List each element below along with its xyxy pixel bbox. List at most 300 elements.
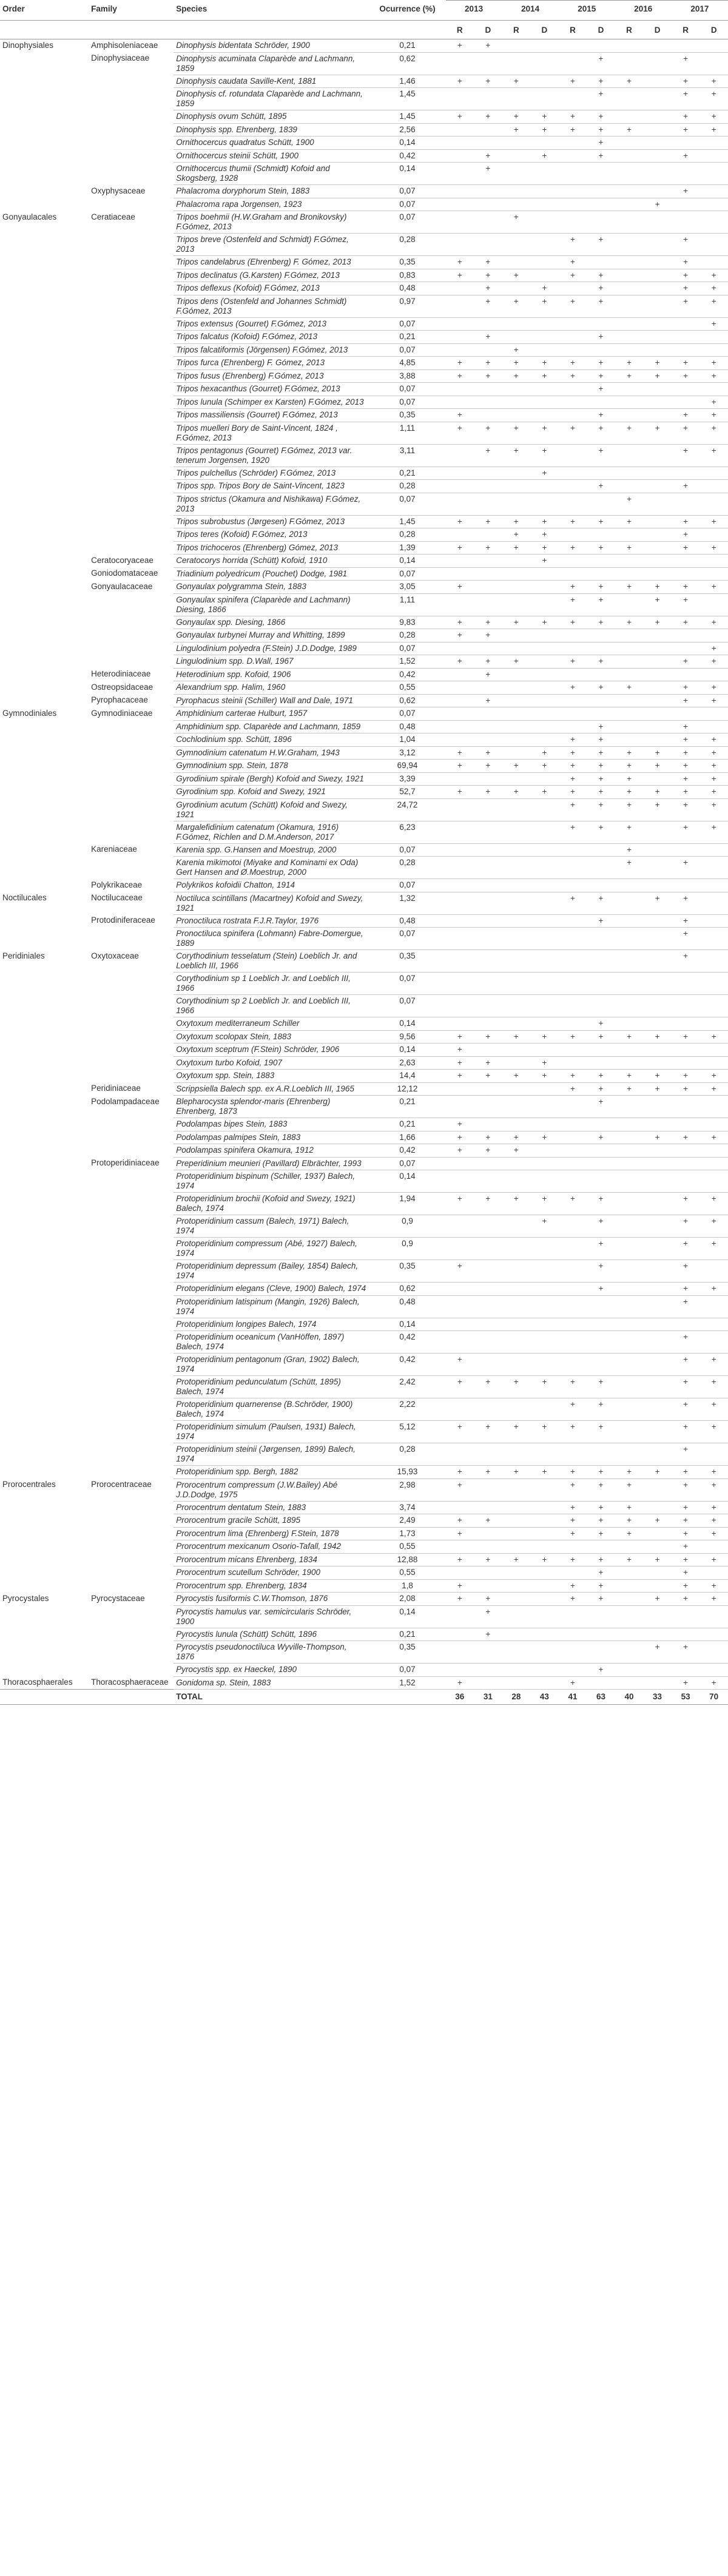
- presence-mark: [615, 1056, 644, 1070]
- table-row: [0, 593, 728, 616]
- presence-mark: [699, 1605, 728, 1628]
- presence-mark: [615, 1641, 644, 1664]
- occurrence-cell: 0,14: [369, 1044, 445, 1057]
- presence-mark: +: [643, 616, 672, 629]
- table-row: [0, 317, 728, 331]
- presence-mark: +: [587, 746, 615, 760]
- table-row: [0, 733, 728, 747]
- presence-mark: +: [643, 1082, 672, 1096]
- presence-mark: [559, 720, 587, 733]
- presence-mark: [559, 39, 587, 53]
- presence-mark: [446, 1641, 474, 1664]
- presence-mark: +: [672, 1579, 700, 1593]
- presence-mark: +: [474, 1193, 502, 1215]
- presence-mark: +: [474, 1056, 502, 1070]
- presence-mark: [643, 1318, 672, 1331]
- presence-mark: +: [502, 1030, 531, 1044]
- presence-mark: +: [672, 269, 700, 282]
- order-cell: [0, 821, 89, 843]
- presence-mark: [615, 1238, 644, 1260]
- presence-mark: [587, 1170, 615, 1193]
- presence-mark: +: [474, 256, 502, 269]
- table-row: [0, 1118, 728, 1131]
- presence-mark: [672, 1157, 700, 1170]
- total-label: TOTAL: [174, 1690, 369, 1705]
- presence-mark: [643, 668, 672, 681]
- family-cell: [89, 383, 174, 396]
- presence-mark: [615, 642, 644, 655]
- presence-mark: +: [446, 1030, 474, 1044]
- occurrence-cell: 0,07: [369, 879, 445, 892]
- species-cell: Tripos declinatus (G.Karsten) F.Gómez, 2013: [174, 269, 369, 282]
- occurrence-cell: 9,83: [369, 616, 445, 629]
- presence-mark: +: [530, 149, 559, 163]
- family-cell: [89, 137, 174, 150]
- total-value: 63: [587, 1690, 615, 1705]
- family-cell: [89, 995, 174, 1017]
- occurrence-cell: 3,88: [369, 369, 445, 383]
- order-cell: [0, 528, 89, 542]
- presence-mark: [502, 843, 531, 857]
- occurrence-cell: 2,08: [369, 1593, 445, 1606]
- species-cell: Protoperidinium cassum (Balech, 1971) Balech, 1974: [174, 1215, 369, 1238]
- species-cell: Prorocentrum spp. Ehrenberg, 1834: [174, 1579, 369, 1593]
- presence-mark: [559, 1017, 587, 1031]
- presence-mark: [530, 1664, 559, 1677]
- presence-mark: [643, 973, 672, 995]
- presence-mark: +: [587, 331, 615, 344]
- presence-mark: +: [530, 515, 559, 528]
- table-row: [0, 1354, 728, 1376]
- order-cell: [0, 198, 89, 211]
- presence-mark: [699, 1664, 728, 1677]
- presence-mark: [474, 480, 502, 493]
- presence-mark: [502, 668, 531, 681]
- presence-mark: +: [587, 593, 615, 616]
- presence-mark: +: [502, 269, 531, 282]
- presence-mark: +: [615, 515, 644, 528]
- species-header: Species: [174, 1, 369, 21]
- family-cell: [89, 444, 174, 467]
- presence-mark: +: [699, 269, 728, 282]
- presence-mark: [587, 567, 615, 581]
- presence-mark: +: [643, 760, 672, 773]
- presence-mark: [446, 973, 474, 995]
- presence-mark: +: [474, 282, 502, 295]
- presence-mark: +: [446, 1044, 474, 1057]
- species-cell: Tripos hexacanthus (Gourret) F.Gómez, 2013: [174, 383, 369, 396]
- presence-mark: [502, 772, 531, 786]
- occurrence-cell: 0,07: [369, 642, 445, 655]
- species-cell: Margalefidinium catenatum (Okamura, 1916) F.Gómez, Richlen and D.M.Anderson, 2017: [174, 821, 369, 843]
- presence-mark: [672, 317, 700, 331]
- presence-mark: [502, 1566, 531, 1580]
- presence-mark: [615, 1443, 644, 1466]
- presence-mark: [530, 914, 559, 928]
- presence-mark: [474, 1331, 502, 1354]
- presence-mark: +: [559, 1082, 587, 1096]
- occurrence-cell: 0,21: [369, 1096, 445, 1118]
- family-cell: [89, 1144, 174, 1158]
- presence-mark: +: [672, 1030, 700, 1044]
- presence-mark: [530, 1398, 559, 1421]
- order-cell: [0, 1070, 89, 1083]
- presence-mark: +: [615, 1466, 644, 1479]
- table-row: [0, 422, 728, 444]
- presence-mark: +: [643, 1641, 672, 1664]
- presence-mark: [530, 668, 559, 681]
- presence-mark: [615, 928, 644, 950]
- order-cell: [0, 1566, 89, 1580]
- occurrence-cell: 2,49: [369, 1514, 445, 1528]
- presence-mark: [643, 772, 672, 786]
- presence-mark: [530, 821, 559, 843]
- order-cell: [0, 720, 89, 733]
- presence-mark: [559, 1295, 587, 1318]
- family-cell: Prorocentraceae: [91, 1480, 152, 1489]
- presence-mark: +: [587, 616, 615, 629]
- presence-mark: [699, 720, 728, 733]
- presence-mark: [643, 396, 672, 409]
- presence-mark: +: [474, 541, 502, 555]
- presence-mark: [530, 480, 559, 493]
- order-cell: [0, 616, 89, 629]
- presence-mark: [474, 1540, 502, 1554]
- family-cell: [89, 760, 174, 773]
- presence-mark: [643, 256, 672, 269]
- presence-mark: +: [587, 1238, 615, 1260]
- order-cell: [0, 555, 89, 568]
- presence-mark: [615, 528, 644, 542]
- presence-mark: [559, 493, 587, 515]
- table-row: [0, 123, 728, 137]
- family-cell: [89, 234, 174, 256]
- presence-mark: [643, 681, 672, 695]
- table-row: [0, 1641, 728, 1664]
- species-cell: Tripos breve (Ostenfeld and Schmidt) F.Gómez, 2013: [174, 234, 369, 256]
- family-cell: [89, 528, 174, 542]
- species-cell: Gonyaulax turbynei Murray and Whitting, 1899: [174, 629, 369, 642]
- table-row: [0, 383, 728, 396]
- table-row: [0, 137, 728, 150]
- presence-mark: [446, 914, 474, 928]
- presence-mark: +: [559, 1466, 587, 1479]
- presence-mark: +: [474, 1030, 502, 1044]
- presence-mark: [699, 879, 728, 892]
- presence-mark: +: [587, 1466, 615, 1479]
- species-cell: Gyrodinium spp. Kofoid and Swezy, 1921: [174, 786, 369, 799]
- family-cell: [89, 493, 174, 515]
- presence-mark: [502, 707, 531, 721]
- presence-mark: +: [615, 1527, 644, 1540]
- presence-mark: [587, 629, 615, 642]
- presence-mark: +: [672, 857, 700, 879]
- presence-mark: +: [587, 786, 615, 799]
- presence-mark: +: [672, 1479, 700, 1501]
- family-cell: [89, 1527, 174, 1540]
- species-cell: Tripos pentagonus (Gourret) F.Gómez, 2013 var. tenerum Jorgensen, 1920: [174, 444, 369, 467]
- presence-mark: +: [530, 1131, 559, 1144]
- presence-mark: [446, 733, 474, 747]
- occurrence-cell: 0,07: [369, 396, 445, 409]
- occurrence-cell: 0,07: [369, 843, 445, 857]
- occurrence-cell: 1,66: [369, 1131, 445, 1144]
- presence-mark: [474, 914, 502, 928]
- occurrence-cell: 0,14: [369, 1017, 445, 1031]
- occurrence-cell: 4,85: [369, 357, 445, 370]
- presence-mark: +: [699, 357, 728, 370]
- presence-mark: +: [502, 1376, 531, 1398]
- presence-mark: [502, 198, 531, 211]
- occurrence-cell: 0,28: [369, 1443, 445, 1466]
- presence-mark: [446, 995, 474, 1017]
- table-row: [0, 629, 728, 642]
- occurrence-cell: 0,48: [369, 1295, 445, 1318]
- occurrence-cell: 24,72: [369, 798, 445, 821]
- presence-mark: +: [474, 149, 502, 163]
- family-cell: [89, 1514, 174, 1528]
- occurrence-cell: 0,07: [369, 973, 445, 995]
- family-cell: Goniodomataceae: [91, 568, 158, 578]
- presence-mark: +: [474, 295, 502, 317]
- occurrence-cell: 1,8: [369, 1579, 445, 1593]
- presence-mark: [672, 879, 700, 892]
- table-row: [0, 282, 728, 295]
- presence-mark: +: [615, 857, 644, 879]
- presence-mark: [446, 1215, 474, 1238]
- presence-mark: [530, 52, 559, 75]
- presence-mark: [643, 1295, 672, 1318]
- species-cell: Protoperidinium compressum (Abé, 1927) Balech, 1974: [174, 1238, 369, 1260]
- presence-mark: +: [446, 1553, 474, 1566]
- occurrence-cell: 3,05: [369, 581, 445, 594]
- presence-mark: +: [446, 1479, 474, 1501]
- presence-mark: [446, 950, 474, 973]
- presence-mark: [559, 1170, 587, 1193]
- presence-mark: +: [699, 1131, 728, 1144]
- presence-mark: [446, 493, 474, 515]
- presence-mark: +: [446, 1193, 474, 1215]
- order-cell: [0, 383, 89, 396]
- family-cell: Heterodiniaceae: [91, 669, 151, 678]
- presence-mark: +: [672, 1283, 700, 1296]
- table-row: [0, 1421, 728, 1443]
- presence-mark: [559, 1628, 587, 1641]
- presence-mark: [474, 995, 502, 1017]
- presence-mark: [643, 694, 672, 707]
- presence-mark: [643, 1398, 672, 1421]
- presence-mark: [530, 1605, 559, 1628]
- occurrence-cell: 0,28: [369, 234, 445, 256]
- family-cell: [89, 1030, 174, 1044]
- presence-mark: [502, 1443, 531, 1466]
- presence-mark: +: [699, 1553, 728, 1566]
- presence-mark: +: [615, 786, 644, 799]
- presence-mark: +: [502, 369, 531, 383]
- presence-mark: [474, 1170, 502, 1193]
- presence-mark: +: [474, 110, 502, 124]
- presence-mark: +: [699, 821, 728, 843]
- presence-mark: [643, 1144, 672, 1158]
- occurrence-cell: 0,21: [369, 331, 445, 344]
- species-cell: Protoperidinium pedunculatum (Schütt, 1895) Balech, 1974: [174, 1376, 369, 1398]
- presence-mark: [615, 1398, 644, 1421]
- presence-mark: [672, 396, 700, 409]
- presence-mark: [672, 995, 700, 1017]
- presence-mark: [474, 123, 502, 137]
- presence-mark: [446, 1566, 474, 1580]
- species-cell: Tripos falcatus (Kofoid) F.Gómez, 2013: [174, 331, 369, 344]
- order-cell: [0, 733, 89, 747]
- presence-mark: [502, 1283, 531, 1296]
- presence-mark: [502, 88, 531, 110]
- presence-mark: [530, 343, 559, 357]
- species-cell: Ornithocercus quadratus Schütt, 1900: [174, 137, 369, 150]
- presence-mark: [587, 694, 615, 707]
- presence-mark: +: [699, 1501, 728, 1514]
- presence-mark: [530, 973, 559, 995]
- presence-mark: +: [530, 541, 559, 555]
- presence-mark: [559, 1238, 587, 1260]
- presence-mark: [643, 1676, 672, 1690]
- presence-mark: +: [530, 422, 559, 444]
- presence-mark: [502, 480, 531, 493]
- presence-mark: +: [474, 331, 502, 344]
- table-row: [0, 1070, 728, 1083]
- presence-mark: +: [502, 1070, 531, 1083]
- presence-mark: +: [699, 1527, 728, 1540]
- presence-mark: +: [587, 234, 615, 256]
- presence-mark: [446, 331, 474, 344]
- presence-mark: +: [672, 1641, 700, 1664]
- family-cell: [89, 1131, 174, 1144]
- presence-mark: [643, 879, 672, 892]
- presence-mark: +: [672, 593, 700, 616]
- presence-mark: [643, 282, 672, 295]
- presence-mark: [502, 1118, 531, 1131]
- species-cell: Corythodinium tesselatum (Stein) Loeblich Jr. and Loeblich III, 1966: [174, 950, 369, 973]
- presence-mark: +: [699, 295, 728, 317]
- presence-mark: +: [672, 282, 700, 295]
- header-row: [0, 1, 728, 21]
- presence-mark: [615, 467, 644, 480]
- presence-mark: [446, 528, 474, 542]
- presence-mark: [587, 1056, 615, 1070]
- presence-mark: [502, 821, 531, 843]
- presence-mark: [446, 1605, 474, 1628]
- species-cell: Protoperidinium brochii (Kofoid and Swezy, 1921) Balech, 1974: [174, 1193, 369, 1215]
- occurrence-cell: 2,42: [369, 1376, 445, 1398]
- presence-mark: [559, 950, 587, 973]
- order-cell: [0, 422, 89, 444]
- presence-mark: [559, 467, 587, 480]
- presence-mark: [530, 879, 559, 892]
- presence-mark: [699, 1144, 728, 1158]
- presence-mark: +: [559, 269, 587, 282]
- presence-mark: +: [587, 733, 615, 747]
- table-row: [0, 1017, 728, 1031]
- presence-mark: +: [474, 163, 502, 185]
- family-cell: Thoracosphaeraceae: [91, 1677, 169, 1687]
- presence-mark: [446, 88, 474, 110]
- presence-mark: +: [672, 1553, 700, 1566]
- presence-mark: [615, 567, 644, 581]
- presence-mark: [559, 317, 587, 331]
- table-row: [0, 1082, 728, 1096]
- presence-mark: [530, 88, 559, 110]
- presence-mark: [502, 950, 531, 973]
- presence-mark: +: [474, 515, 502, 528]
- presence-mark: +: [699, 396, 728, 409]
- presence-mark: [446, 123, 474, 137]
- presence-mark: [643, 567, 672, 581]
- presence-mark: [672, 555, 700, 568]
- presence-mark: [502, 857, 531, 879]
- presence-mark: [502, 467, 531, 480]
- presence-mark: [530, 1283, 559, 1296]
- presence-mark: [559, 928, 587, 950]
- presence-mark: [615, 88, 644, 110]
- presence-mark: +: [587, 269, 615, 282]
- presence-mark: [446, 1238, 474, 1260]
- presence-mark: +: [446, 1376, 474, 1398]
- presence-mark: +: [643, 422, 672, 444]
- presence-mark: [699, 1540, 728, 1554]
- presence-mark: +: [699, 1466, 728, 1479]
- table-row: [0, 746, 728, 760]
- presence-mark: +: [587, 357, 615, 370]
- occurrence-cell: 0,42: [369, 1144, 445, 1158]
- presence-mark: [559, 914, 587, 928]
- occurrence-cell: 3,74: [369, 1501, 445, 1514]
- presence-mark: [699, 1096, 728, 1118]
- family-cell: [89, 1295, 174, 1318]
- presence-mark: [643, 1260, 672, 1283]
- presence-mark: +: [672, 616, 700, 629]
- presence-mark: +: [615, 1082, 644, 1096]
- presence-mark: +: [587, 515, 615, 528]
- order-cell: [0, 1260, 89, 1283]
- presence-mark: [615, 269, 644, 282]
- presence-mark: +: [699, 1238, 728, 1260]
- presence-mark: +: [587, 914, 615, 928]
- presence-mark: [615, 282, 644, 295]
- family-cell: [89, 343, 174, 357]
- presence-mark: +: [502, 528, 531, 542]
- family-cell: [89, 1641, 174, 1664]
- presence-mark: [530, 892, 559, 914]
- species-cell: Protoperidinium pentagonum (Gran, 1902) Balech, 1974: [174, 1354, 369, 1376]
- species-cell: Oxytoxum sceptrum (F.Stein) Schröder, 1906: [174, 1044, 369, 1057]
- presence-mark: +: [502, 110, 531, 124]
- presence-mark: [530, 75, 559, 88]
- presence-mark: [530, 1676, 559, 1690]
- presence-mark: [502, 1354, 531, 1376]
- order-cell: [0, 1157, 89, 1170]
- species-cell: Tripos falcatiformis (Jörgensen) F.Gómez, 2013: [174, 343, 369, 357]
- family-cell: [89, 88, 174, 110]
- order-cell: [0, 234, 89, 256]
- occurrence-cell: 3,12: [369, 746, 445, 760]
- presence-mark: [672, 331, 700, 344]
- species-cell: Oxytoxum turbo Kofoid, 1907: [174, 1056, 369, 1070]
- presence-mark: [474, 733, 502, 747]
- presence-mark: [530, 950, 559, 973]
- presence-mark: [615, 1579, 644, 1593]
- presence-mark: [474, 1318, 502, 1331]
- presence-mark: [502, 149, 531, 163]
- order-cell: [0, 1527, 89, 1540]
